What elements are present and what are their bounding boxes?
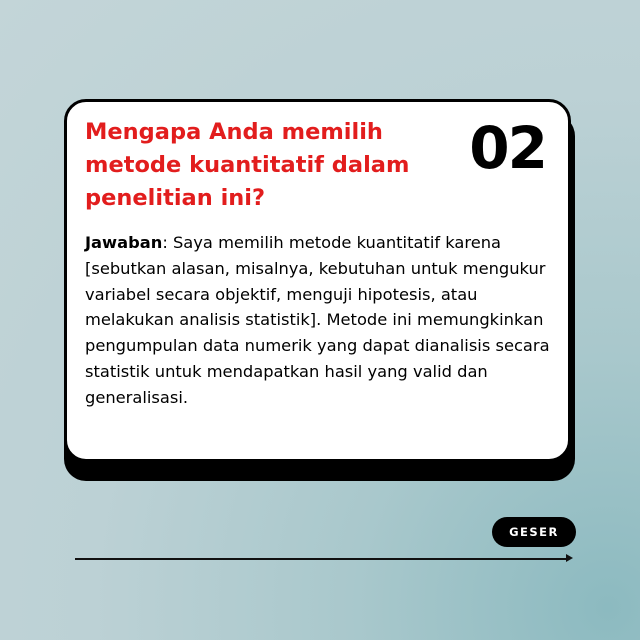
swipe-button[interactable]: GESER (492, 517, 576, 547)
question-title: Mengapa Anda memilih metode kuantitatif dalam penelitian ini? (85, 119, 410, 211)
arrow-head (566, 554, 573, 562)
answer-paragraph (85, 230, 555, 411)
arrow-line (75, 558, 569, 560)
answer-label: Jawaban (85, 233, 163, 252)
question-number: 02 (469, 114, 546, 182)
question-card (64, 99, 571, 462)
answer-text: : Saya memilih metode kuantitatif karena [sebutkan alasan, misalnya, kebutuhan untuk mengukur variabel secara objektif, menguji hipotesis, atau melakukan analisis statistik]. Metode ini memungkinkan pengumpulan data numerik yang dapat dianalisis secara statistik untuk mendapatkan hasil yang valid dan generalisasi. (85, 233, 550, 407)
